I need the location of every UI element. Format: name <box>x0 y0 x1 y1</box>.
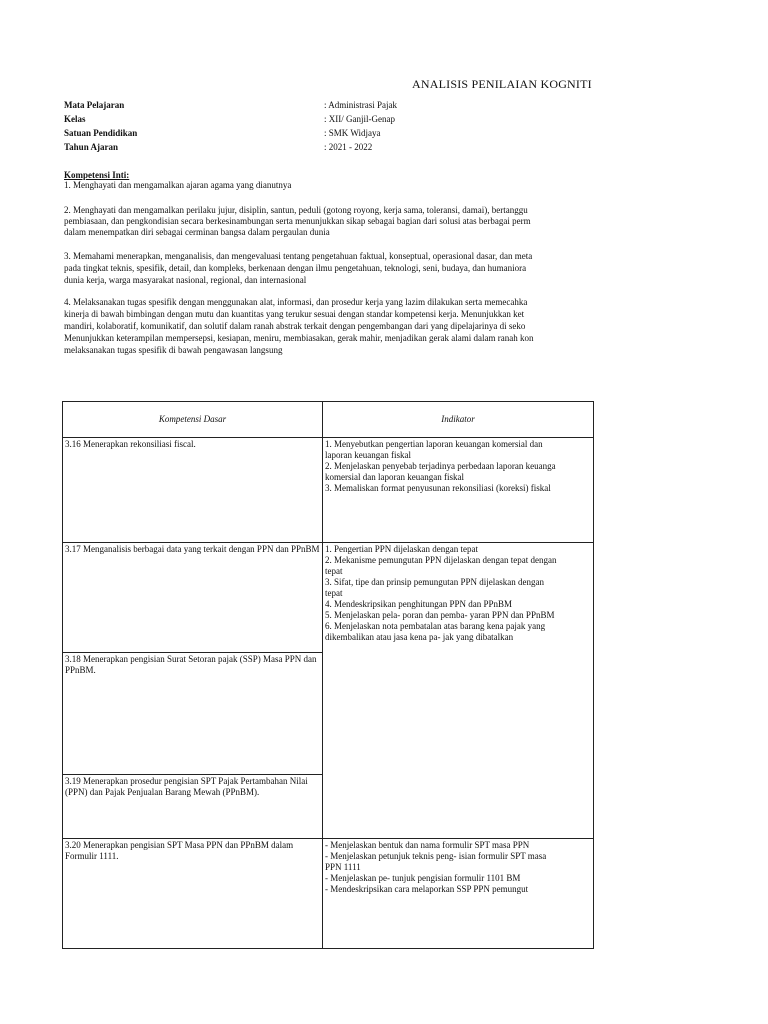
ki-line: kinerja di bawah bimbingan dengan mutu dan kuantitas yang terukur sesuai dengan standar kompetensi kerja. Menunjukkan ket <box>64 309 525 319</box>
ki-line: Menunjukkan keterampilan mempersepsi, kesiapan, meniru, membiasakan, gerak mahir, menjadikan gerak alami dalam ranah kon <box>64 333 534 343</box>
meta-label-satuan-pendidikan: Satuan Pendidikan <box>64 128 138 138</box>
indikator-line: laporan keuangan fiskal <box>325 450 411 460</box>
meta-value-tahun-ajaran: : 2021 - 2022 <box>324 142 373 152</box>
table-row <box>63 438 594 543</box>
indikator-line: tepat <box>325 566 343 576</box>
kompetensi-table <box>62 401 594 949</box>
document-title: ANALISIS PENILAIAN KOGNITI <box>412 77 592 91</box>
ki-line: dunia kerja, warga masyarakat nasional, regional, dan internasional <box>64 275 307 285</box>
table-row <box>63 543 594 653</box>
ki-line: mandiri, kolaboratif, komunikatif, dan solutif dalam ranah abstrak terkait dengan pengembangan dari yang dipelajarinya di seko <box>64 321 526 331</box>
meta-value-mata-pelajaran: : Administrasi Pajak <box>324 100 397 110</box>
ki-line: 4. Melaksanakan tugas spesifik dengan menggunakan alat, informasi, dan prosedur kerja yang lazim dilakukan serta memecahka <box>64 297 528 307</box>
indikator-line: komersial dan laporan keuangan fiskal <box>325 472 464 482</box>
meta-label-mata-pelajaran: Mata Pelajaran <box>64 100 125 110</box>
kompetensi-inti-heading: Kompetensi Inti: <box>64 170 130 180</box>
kd-text: 3.18 Menerapkan pengisian Surat Setoran pajak (SSP) Masa PPN dan PPnBM. <box>65 654 317 675</box>
kd-cell <box>63 543 323 653</box>
indikator-line: 2. Mekanisme pemungutan PPN dijelaskan dengan tepat dengan <box>325 555 557 565</box>
indikator-cell <box>323 438 594 543</box>
ki-line: 1. Menghayati dan mengamalkan ajaran agama yang dianutnya <box>64 180 292 190</box>
kd-cell <box>63 438 323 543</box>
indikator-line: - Menjelaskan pe- tunjuk pengisian formulir 1101 BM <box>325 873 521 883</box>
ki-line: melaksanakan tugas spesifik di bawah pengawasan langsung <box>64 345 283 355</box>
meta-value-kelas: : XII/ Ganjil-Genap <box>324 114 395 124</box>
kd-cell <box>63 775 323 839</box>
indikator-line: 6. Menjelaskan nota pembatalan atas barang kena pajak yang <box>325 621 546 631</box>
header-kompetensi-dasar: Kompetensi Dasar <box>63 402 323 438</box>
indikator-line: PPN 1111 <box>325 862 361 872</box>
meta-label-tahun-ajaran: Tahun Ajaran <box>64 142 118 152</box>
indikator-line: 2. Menjelaskan penyebab terjadinya perbedaan laporan keuanga <box>325 461 556 471</box>
indikator-line: - Menjelaskan bentuk dan nama formulir SPT masa PPN <box>325 840 530 850</box>
indikator-line: 3. Sifat, tipe dan prinsip pemungutan PPN dijelaskan dengan <box>325 577 544 587</box>
ki-line: pembiasaan, dan pengkondisian secara berkesinambungan serta menunjukkan sikap sebagai bagian dari solusi atas berbagai perm <box>64 216 531 226</box>
kd-text: 3.16 Menerapkan rekonsiliasi fiscal. <box>65 439 196 449</box>
header-indikator: Indikator <box>323 402 594 438</box>
indikator-line: 1. Menyebutkan pengertian laporan keuangan komersial dan <box>325 439 543 449</box>
indikator-line: 3. Memaliskan format penyusunan rekonsiliasi (koreksi) fiskal <box>325 483 551 493</box>
indikator-line: 4. Mendeskripsikan penghitungan PPN dan PPnBM <box>325 599 513 609</box>
indikator-line: 1. Pengertian PPN dijelaskan dengan tepat <box>325 544 478 554</box>
kd-text: 3.17 Menganalisis berbagai data yang terkait dengan PPN dan PPnBM <box>65 544 320 554</box>
indikator-line: - Mendeskripsikan cara melaporkan SSP PPN pemungut <box>325 884 529 894</box>
ki-line: 3. Memahami menerapkan, menganalisis, dan mengevaluasi tentang pengetahuan faktual, konseptual, operasional dasar, dan meta <box>64 251 533 261</box>
kd-cell <box>63 839 323 949</box>
table-header-row <box>63 402 594 438</box>
indikator-cell <box>323 839 594 949</box>
ki-line: pada tingkat teknis, spesifik, detail, dan kompleks, berkenaan dengan ilmu pengetahuan, teknologi, seni, budaya, dan humaniora <box>64 263 527 273</box>
kd-text: 3.20 Menerapkan pengisian SPT Masa PPN dan PPnBM dalam Formulir 1111. <box>65 840 294 861</box>
kd-cell <box>63 653 323 775</box>
indikator-line: 5. Menjelaskan pela- poran dan pemba- yaran PPN dan PPnBM <box>325 610 555 620</box>
meta-label-kelas: Kelas <box>64 114 86 124</box>
indikator-line: tepat <box>325 588 343 598</box>
indikator-line: - Menjelaskan petunjuk teknis peng- isian formulir SPT masa <box>325 851 547 861</box>
ki-line: 2. Menghayati dan mengamalkan perilaku jujur, disiplin, santun, peduli (gotong royong, kerja sama, toleransi, damai), bertanggu <box>64 205 528 215</box>
indikator-cell <box>323 543 594 839</box>
ki-line: dalam menempatkan diri sebagai cerminan bangsa dalam pergaulan dunia <box>64 227 330 237</box>
table-row <box>63 839 594 949</box>
indikator-line: dikembalikan atau jasa kena pa- jak yang dibatalkan <box>325 632 514 642</box>
kd-text: 3.19 Menerapkan prosedur pengisian SPT Pajak Pertambahan Nilai (PPN) dan Pajak Penjualan Barang Mewah (PPnBM). <box>65 776 308 797</box>
meta-value-satuan-pendidikan: : SMK Widjaya <box>324 128 381 138</box>
